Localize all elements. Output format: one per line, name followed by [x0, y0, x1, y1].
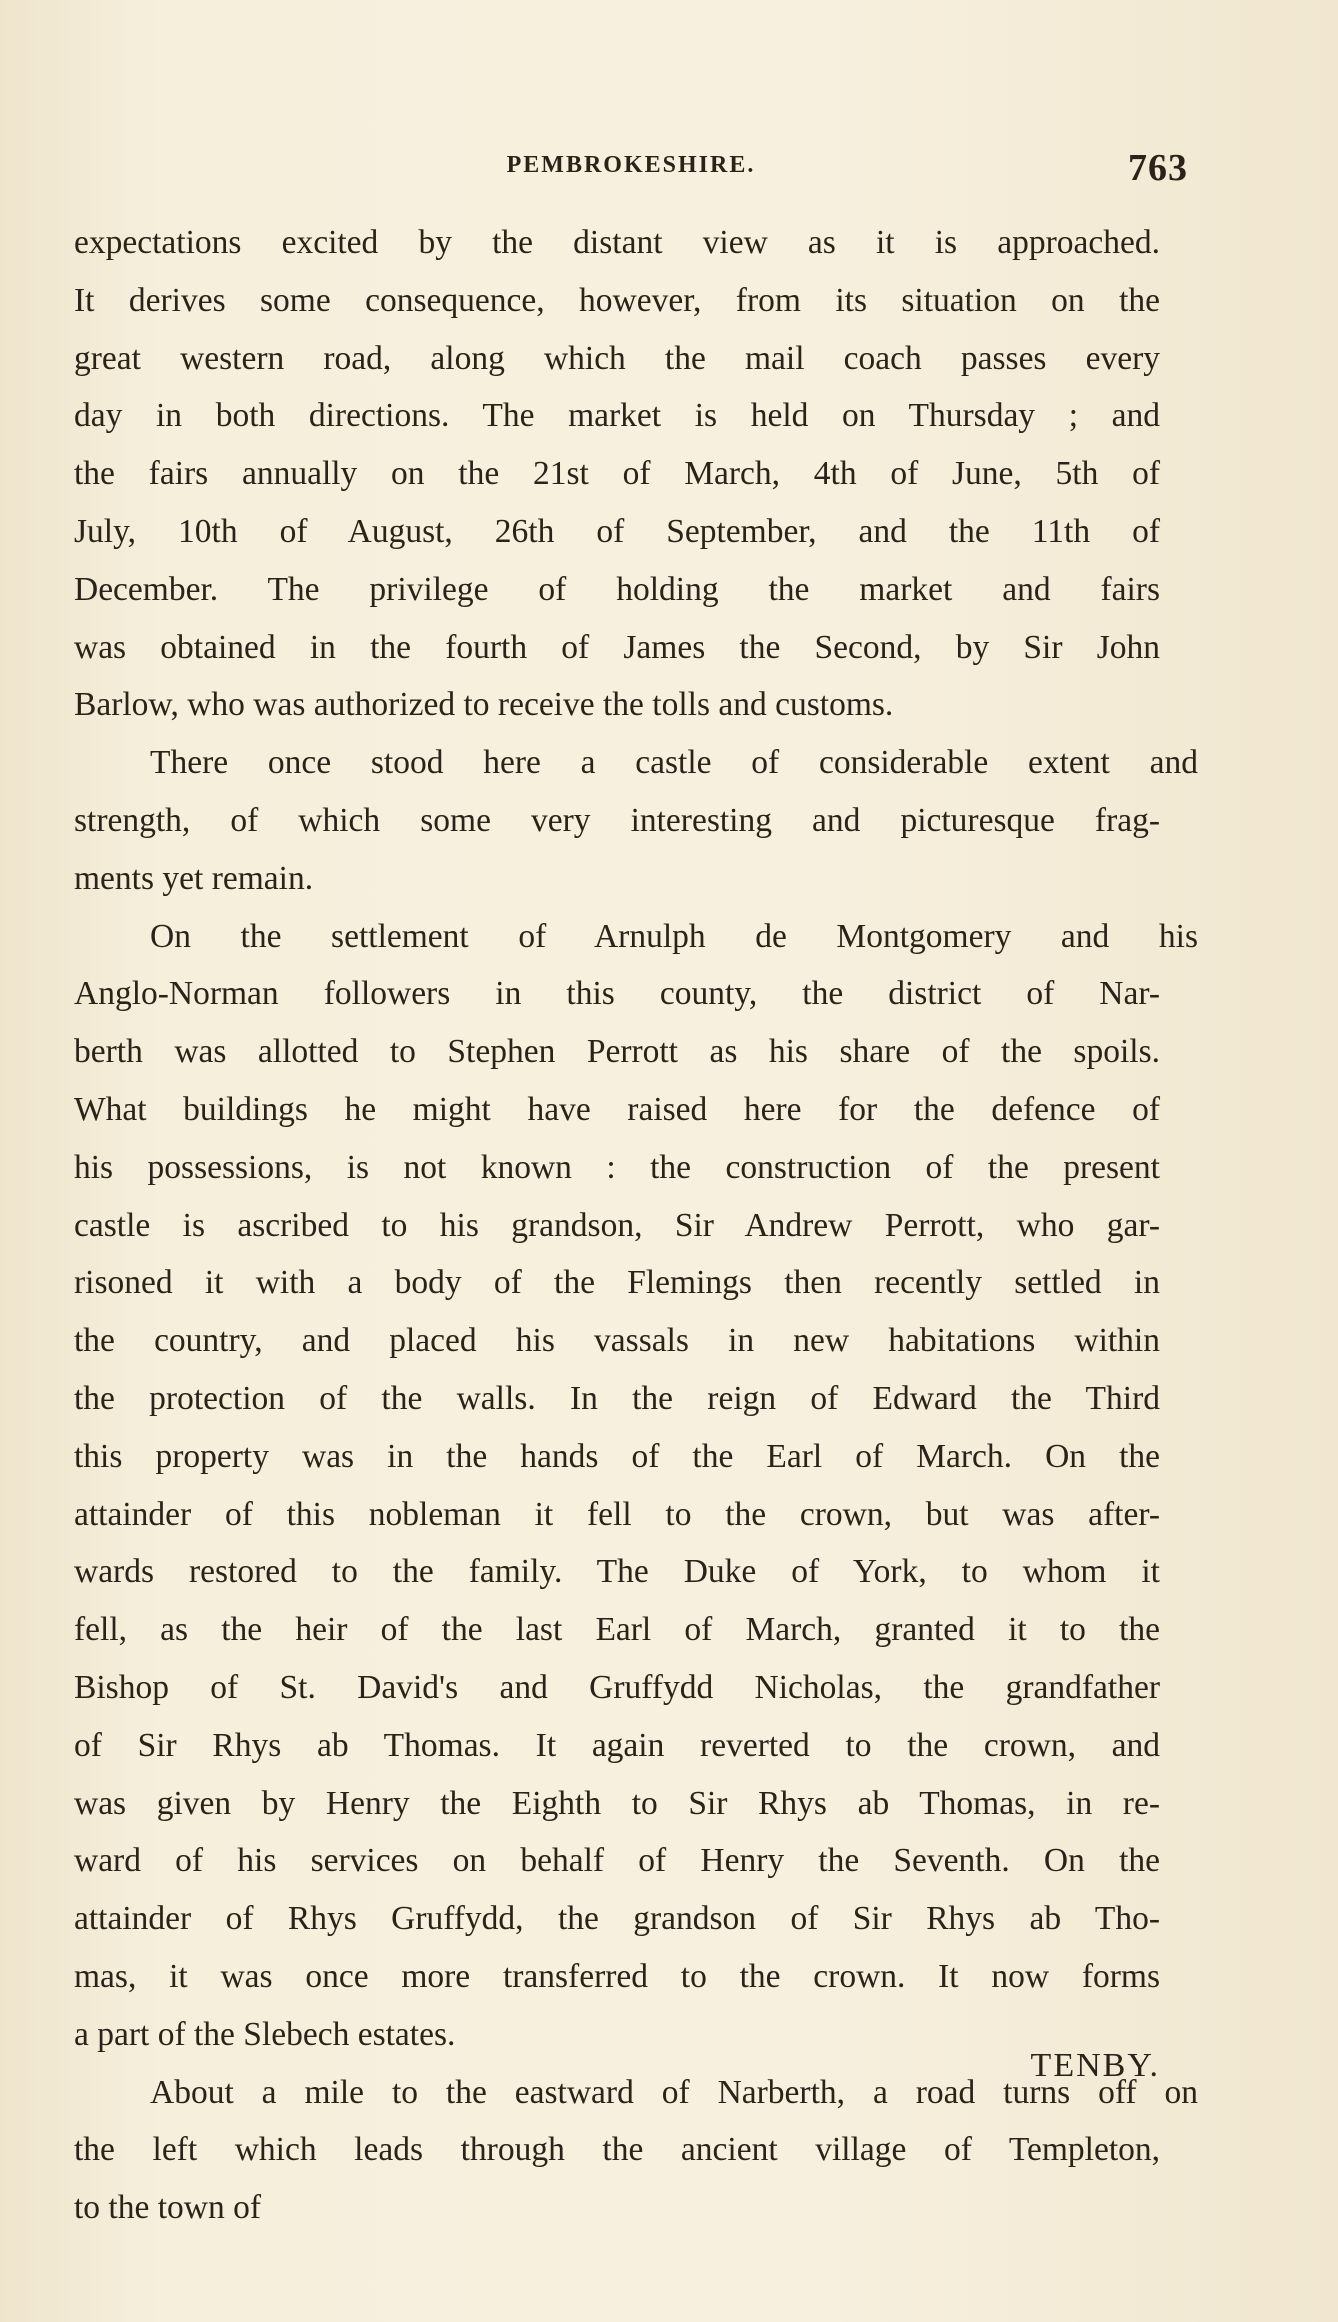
- text-line: his possessions, is not known : the construction of the present: [74, 1148, 1160, 1186]
- text-line: the fairs annually on the 21st of March, 4th of June, 5th of: [74, 455, 1160, 493]
- text-line: On the settlement of Arnulph de Montgomery and his: [150, 917, 1198, 955]
- text-line: berth was allotted to Stephen Perrott as his share of the spoils.: [74, 1033, 1160, 1071]
- text-line: day in both directions. The market is held on Thursday ; and: [74, 397, 1160, 435]
- text-line: a part of the Slebech estates.: [74, 2015, 456, 2053]
- text-line: Anglo-Norman followers in this county, the district of Nar-: [74, 975, 1160, 1013]
- text-line: risoned it with a body of the Flemings then recently settled in: [74, 1264, 1160, 1302]
- text-line: strength, of which some very interesting and picturesque frag-: [74, 801, 1160, 839]
- text-line: was given by Henry the Eighth to Sir Rhys ab Thomas, in re-: [74, 1784, 1160, 1822]
- text-line: great western road, along which the mail coach passes every: [74, 339, 1160, 377]
- text-line: fell, as the heir of the last Earl of March, granted it to the: [74, 1611, 1160, 1649]
- text-line: There once stood here a castle of considerable extent and: [150, 744, 1198, 782]
- text-line: the country, and placed his vassals in new habitations within: [74, 1322, 1160, 1360]
- text-line: About a mile to the eastward of Narberth, a road turns off on: [150, 2073, 1198, 2111]
- text-line: Bishop of St. David's and Gruffydd Nicholas, the grandfather: [74, 1668, 1160, 1706]
- text-line: It derives some consequence, however, from its situation on the: [74, 281, 1160, 319]
- text-line: wards restored to the family. The Duke of York, to whom it: [74, 1553, 1160, 1591]
- catchword: TENBY.: [1030, 2047, 1160, 2084]
- body-text: [74, 214, 1198, 2237]
- page-header: [74, 147, 1188, 192]
- text-line: was obtained in the fourth of James the Second, by Sir John: [74, 628, 1160, 666]
- text-line: attainder of this nobleman it fell to the crown, but was after-: [74, 1495, 1160, 1533]
- text-line: of Sir Rhys ab Thomas. It again reverted to the crown, and: [74, 1726, 1160, 1764]
- text-line: the left which leads through the ancient village of Templeton,: [74, 2131, 1160, 2169]
- text-line: attainder of Rhys Gruffydd, the grandson of Sir Rhys ab Tho-: [74, 1900, 1160, 1938]
- text-line: mas, it was once more transferred to the crown. It now forms: [74, 1957, 1160, 1995]
- text-line: Barlow, who was authorized to receive the tolls and customs.: [74, 686, 894, 724]
- text-line: expectations excited by the distant view as it is approached.: [74, 224, 1160, 261]
- running-head: PEMBROKESHIRE.: [506, 152, 756, 178]
- text-line: ward of his services on behalf of Henry the Seventh. On the: [74, 1842, 1160, 1880]
- text-line: What buildings he might have raised here for the defence of: [74, 1090, 1160, 1128]
- text-line: this property was in the hands of the Earl of March. On the: [74, 1437, 1160, 1475]
- text-line: July, 10th of August, 26th of September, and the 11th of: [74, 512, 1160, 550]
- text-line: to the town of: [74, 2189, 262, 2227]
- text-line: the protection of the walls. In the reign of Edward the Third: [74, 1379, 1160, 1417]
- text-line: December. The privilege of holding the market and fairs: [74, 570, 1160, 608]
- text-line: ments yet remain.: [74, 859, 314, 897]
- text-line: castle is ascribed to his grandson, Sir Andrew Perrott, who gar-: [74, 1206, 1160, 1244]
- page-number: 763: [1128, 147, 1188, 189]
